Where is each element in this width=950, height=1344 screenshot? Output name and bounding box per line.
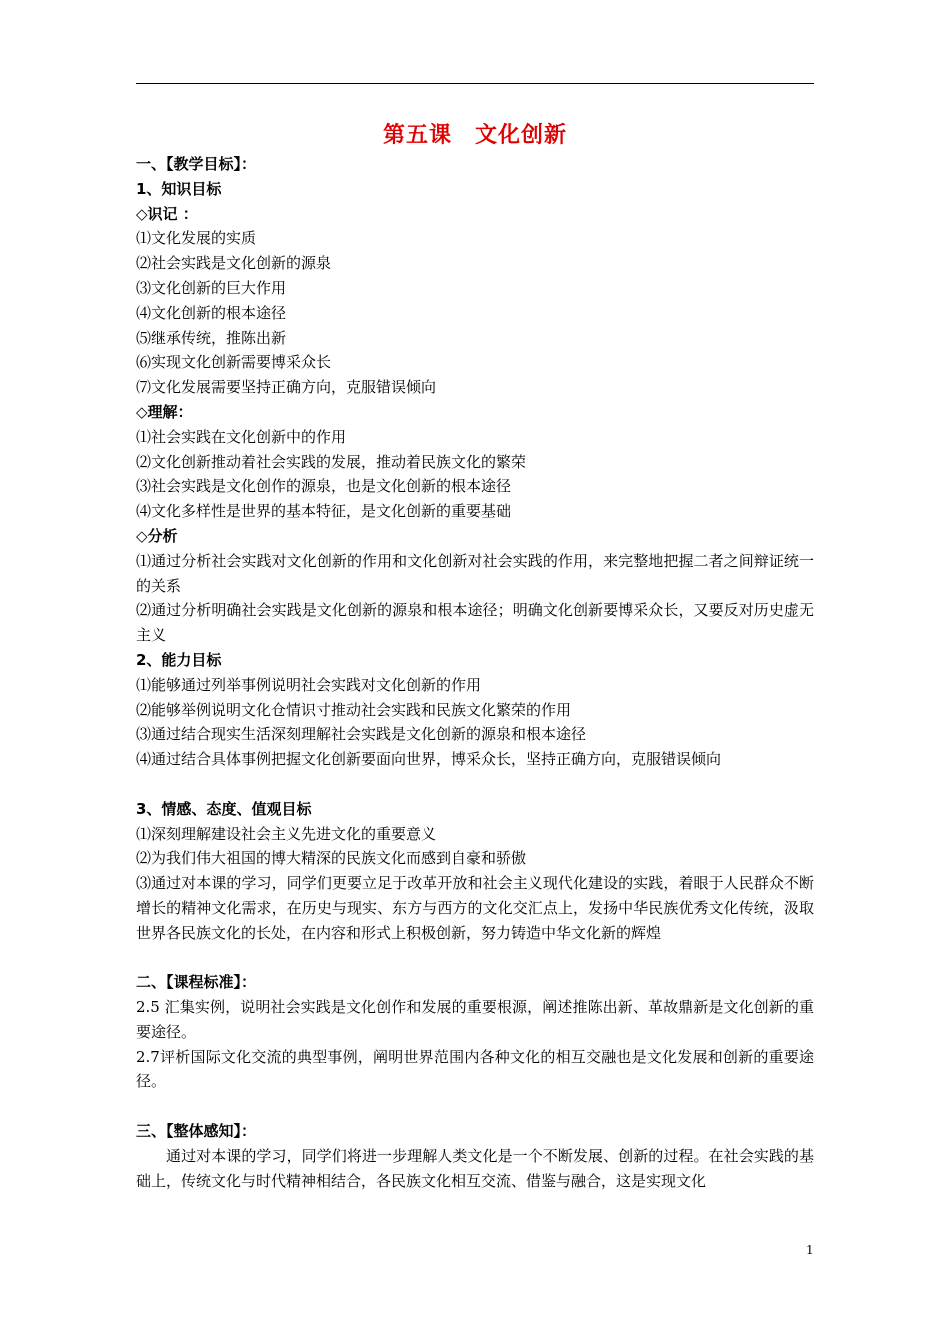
list-item: ⑹实现文化创新需要博采众长 bbox=[136, 353, 332, 372]
list-item: ⑶文化创新的巨大作用 bbox=[136, 278, 287, 297]
list-item: ⑷文化多样性是世界的基本特征，是文化创新的重要基础 bbox=[136, 502, 512, 521]
list-item: ⑵能够举例说明文化仓情识寸推动社会实践和民族文化繁荣的作用 bbox=[136, 700, 572, 719]
subheading-emotion: 3、情感、态度、值观目标 bbox=[136, 799, 312, 818]
spacer bbox=[136, 946, 814, 971]
subheading-ability: 2、能力目标 bbox=[136, 650, 222, 669]
list-item: ⑷文化创新的根本途径 bbox=[136, 303, 287, 322]
subheading-knowledge: 1、知识目标 bbox=[136, 179, 222, 198]
section-heading-objectives: 一、【教学目标】： bbox=[136, 155, 257, 173]
list-item: ⑸继承传统，推陈出新 bbox=[136, 328, 287, 347]
page-number: 1 bbox=[806, 1243, 814, 1257]
header-rule bbox=[136, 83, 814, 84]
list-item: ⑴深刻理解建设社会主义先进文化的重要意义 bbox=[136, 824, 437, 843]
list-item: ⑴文化发展的实质 bbox=[136, 229, 257, 248]
list-item: ⑴能够通过列举事例说明社会实践对文化创新的作用 bbox=[136, 675, 482, 694]
list-item: ⑶通过结合现实生活深刻理解社会实践是文化创新的源泉和根本途径 bbox=[136, 725, 587, 744]
document-title: 第五课 文化创新 bbox=[382, 123, 567, 148]
label-analyze: ◇分析 bbox=[136, 526, 178, 545]
list-item: ⑷通过结合具体事例把握文化创新要面向世界，博采众长，坚持正确方向，克服错误倾向 bbox=[136, 750, 722, 769]
spacer bbox=[136, 1094, 814, 1119]
list-item: ⑵文化创新推动着社会实践的发展，推动着民族文化的繁荣 bbox=[136, 452, 527, 471]
list-item: 2.7评析国际文化交流的典型事例，阐明世界范围内各种文化的相互交融也是文化发展和创新的重要途径。 bbox=[136, 1047, 814, 1091]
list-item: ⑵为我们伟大祖国的博大精深的民族文化而感到自豪和骄傲 bbox=[136, 849, 527, 868]
list-item: ⑶社会实践是文化创作的源泉，也是文化创新的根本途径 bbox=[136, 477, 512, 496]
document-body bbox=[136, 120, 814, 1193]
list-item: ⑴通过分析社会实践对文化创新的作用和文化创新对社会实践的作用，来完整地把握二者之间辩证统一的关系 bbox=[136, 551, 814, 595]
list-item: 2.5 汇集实例，说明社会实践是文化创作和发展的重要根源，阐述推陈出新、革故鼎新是文化创新的重要途径。 bbox=[136, 998, 814, 1041]
overview-paragraph: 通过对本课的学习，同学们将进一步理解人类文化是一个不断发展、创新的过程。在社会实践的基础上，传统文化与时代精神相结合，各民族文化相互交流、借鉴与融合，这是实现文化 bbox=[136, 1146, 814, 1190]
list-item: ⑺文化发展需要坚持正确方向，克服错误倾向 bbox=[136, 378, 437, 397]
spacer bbox=[136, 772, 814, 797]
list-item: ⑵社会实践是文化创新的源泉 bbox=[136, 254, 332, 273]
section-heading-standards: 二、【课程标准】： bbox=[136, 973, 257, 992]
list-item: ⑵通过分析明确社会实践是文化创新的源泉和根本途径；明确文化创新要博采众长，又要反对历史虚无主义 bbox=[136, 601, 814, 645]
label-understand: ◇理解： bbox=[136, 402, 193, 421]
list-item: ⑶通过对本课的学习，同学们更要立足于改革开放和社会主义现代化建设的实践，着眼于人民群众不断增长的精神文化需求，在历史与现实、东方与西方的文化交汇点上，发扬中华民族优秀文化传统，汲取世界各民族文化的长处，在内容和形式上积极创新，努力铸造中华文化新的辉煌 bbox=[136, 874, 814, 942]
list-item: ⑴社会实践在文化创新中的作用 bbox=[136, 427, 347, 446]
section-heading-overview: 三、【整体感知】： bbox=[136, 1122, 257, 1141]
label-recall: ◇识记 ： bbox=[136, 204, 198, 223]
